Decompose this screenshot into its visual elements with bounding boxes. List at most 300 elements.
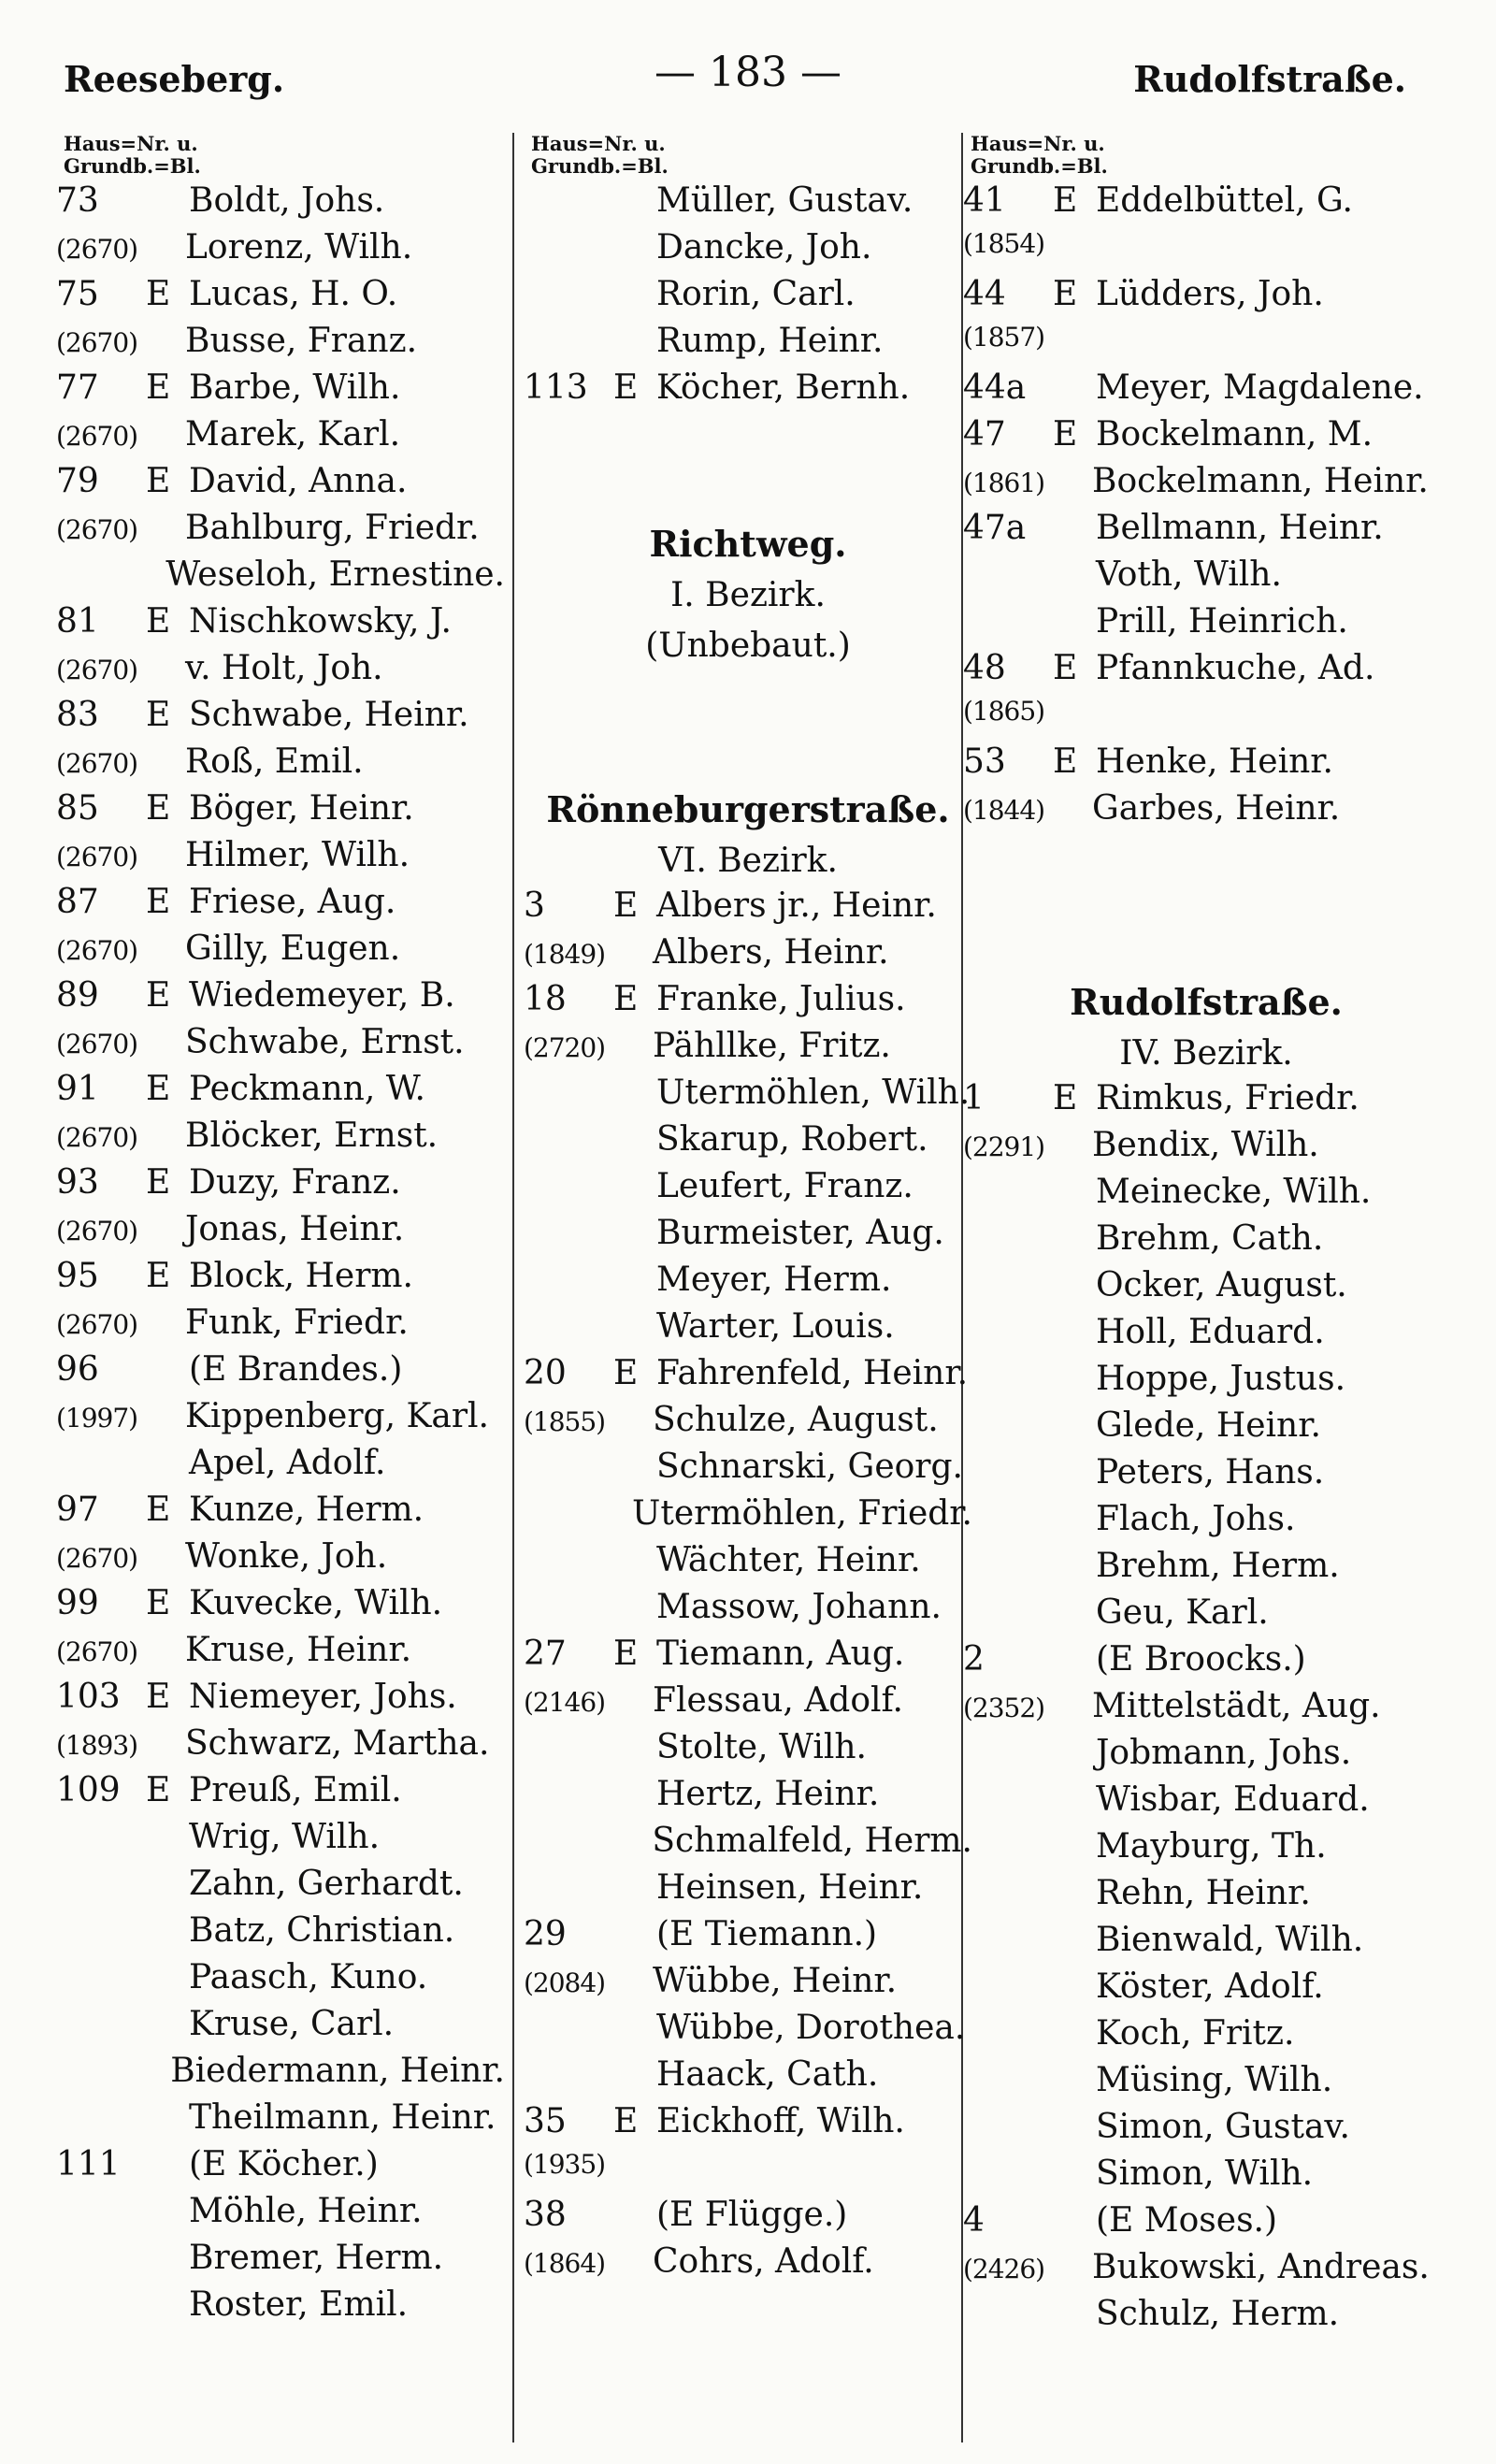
resident-name: (E Moses.) [1096, 2201, 1278, 2240]
column-divider [512, 133, 514, 2442]
house-number: 4 [963, 2201, 985, 2240]
directory-entry [524, 1915, 972, 1962]
resident-name: Wisbar, Eduard. [1096, 1780, 1370, 1819]
grundbuch-number: (2291) [963, 1131, 1045, 1162]
directory-entry [963, 2295, 1449, 2342]
owner-marker: E [613, 1635, 639, 1673]
resident-name: Voth, Wilh. [1096, 555, 1282, 594]
directory-entry [56, 2098, 505, 2145]
directory-entry [524, 2102, 972, 2149]
owner-marker: E [613, 1354, 639, 1392]
owner-marker: E [1053, 275, 1078, 313]
grundbuch-number: (2670) [56, 935, 138, 966]
directory-entry [56, 976, 505, 1023]
house-number: 95 [56, 1257, 99, 1295]
owner-marker: E [146, 883, 171, 921]
directory-entry [524, 1588, 972, 1635]
resident-name: Schnarski, Georg. [656, 1448, 963, 1486]
directory-entry [56, 509, 505, 555]
directory-entry [56, 1771, 505, 1818]
directory-entry [524, 1494, 972, 1541]
directory-entry [524, 1868, 972, 1915]
resident-name: David, Anna. [189, 462, 408, 500]
district-label: IV. Bezirk. [1119, 1034, 1293, 1073]
resident-name: Kruse, Carl. [189, 2005, 395, 2043]
directory-entry [56, 2145, 505, 2192]
directory-entry [56, 883, 505, 929]
directory-entry [524, 1962, 972, 2009]
resident-name: Wonke, Joh. [185, 1537, 388, 1576]
resident-name: (E Broocks.) [1096, 1640, 1306, 1679]
directory-entry [56, 1537, 505, 1584]
column-2 [524, 133, 972, 2289]
resident-name: Wübbe, Dorothea. [656, 2009, 966, 2047]
directory-entry [963, 509, 1449, 555]
resident-name: Lucas, H. O. [189, 275, 398, 313]
grundbuch-number: (1935) [524, 2149, 606, 2180]
street-heading: Rudolfstraße. [1070, 981, 1343, 1023]
grundbuch-number: (2670) [56, 1636, 138, 1667]
directory-entry [56, 2239, 505, 2285]
directory-entry [963, 1500, 1449, 1547]
directory-entry [524, 1167, 972, 1214]
directory-entry [524, 1261, 972, 1307]
resident-name: Möhle, Heinr. [189, 2192, 423, 2230]
resident-name: (E Brandes.) [189, 1350, 403, 1389]
resident-name: Fahrenfeld, Heinr. [656, 1354, 969, 1392]
directory-entry [56, 602, 505, 649]
house-number: 44a [963, 368, 1027, 407]
directory-entry [963, 368, 1449, 415]
resident-name: Tiemann, Aug. [656, 1635, 905, 1673]
directory-entry [963, 1360, 1449, 1406]
directory-entry [56, 1958, 505, 2005]
directory-entry [963, 181, 1449, 228]
directory-entry [963, 1126, 1449, 1173]
resident-name: Garbes, Heinr. [1092, 789, 1341, 828]
directory-entry [524, 1073, 972, 1120]
grundbuch-number: (2146) [524, 1687, 606, 1718]
grundbuch-number: (1849) [524, 939, 606, 970]
grundbuch-number: (1854) [963, 228, 1045, 259]
column-1 [56, 133, 505, 2332]
running-head-right: Rudolfstraße. [1133, 58, 1406, 100]
resident-name: Weseloh, Ernestine. [165, 555, 505, 594]
directory-entry [524, 2196, 972, 2242]
column-header: Haus=Nr. u. Grundb.=Bl. [531, 132, 669, 178]
grundbuch-number: (2720) [524, 1032, 606, 1063]
owner-marker: E [613, 980, 639, 1018]
house-number: 87 [56, 883, 99, 921]
directory-entry [963, 1687, 1449, 1734]
directory-entry [56, 1163, 505, 1210]
directory-entry [56, 555, 505, 602]
resident-name: Roß, Emil. [185, 742, 364, 781]
running-head-left: Reeseberg. [64, 58, 285, 100]
grundbuch-number: (2670) [56, 1309, 138, 1340]
house-number: 73 [56, 181, 99, 220]
directory-entry [963, 2061, 1449, 2108]
resident-name: Boldt, Johs. [189, 181, 385, 220]
house-number: 1 [963, 1079, 985, 1117]
directory-entry [56, 1678, 505, 1724]
resident-name: Wächter, Heinr. [656, 1541, 921, 1579]
directory-entry [524, 1635, 972, 1681]
resident-name: Köster, Adolf. [1096, 1967, 1324, 2006]
resident-name: Henke, Heinr. [1096, 742, 1333, 781]
directory-entry [56, 1397, 505, 1444]
resident-name: Block, Herm. [189, 1257, 413, 1295]
directory-entry [56, 1117, 505, 1163]
house-number: 109 [56, 1771, 121, 1809]
resident-name: Brehm, Herm. [1096, 1547, 1340, 1585]
directory-entry [56, 1818, 505, 1865]
grundbuch-number: (2670) [56, 1543, 138, 1574]
resident-name: Flach, Johs. [1096, 1500, 1296, 1538]
resident-name: Cohrs, Adolf. [653, 2242, 874, 2281]
directory-entry [963, 555, 1449, 602]
grundbuch-number: (1865) [963, 696, 1045, 727]
directory-entry [56, 2285, 505, 2332]
resident-name: Albers, Heinr. [653, 933, 889, 972]
resident-name: Nischkowsky, J. [189, 602, 452, 641]
directory-entry [524, 1214, 972, 1261]
directory-entry [56, 1911, 505, 1958]
grundbuch-number: (2670) [56, 748, 138, 779]
directory-entry [524, 1728, 972, 1775]
entry-list [963, 181, 1449, 836]
directory-entry [56, 649, 505, 696]
resident-name: Hertz, Heinr. [656, 1775, 880, 1813]
directory-entry [56, 1304, 505, 1350]
resident-name: Kippenberg, Karl. [185, 1397, 490, 1435]
resident-name: Dancke, Joh. [656, 228, 872, 267]
entry-list [524, 181, 972, 415]
directory-entry [963, 1547, 1449, 1593]
grundbuch-number: (1861) [963, 468, 1045, 498]
owner-marker: E [613, 368, 639, 407]
directory-entry [963, 1874, 1449, 1921]
directory-entry [524, 1775, 972, 1822]
resident-name: Utermöhlen, Friedr. [632, 1494, 972, 1533]
directory-entry [524, 368, 972, 415]
directory-entry [963, 2108, 1449, 2154]
grundbuch-number: (2670) [56, 514, 138, 545]
directory-entry [524, 2242, 972, 2289]
directory-entry [963, 696, 1449, 742]
resident-name: Theilmann, Heinr. [189, 2098, 496, 2137]
directory-entry [56, 1865, 505, 1911]
directory-entry [56, 789, 505, 836]
resident-name: Bremer, Herm. [189, 2239, 444, 2277]
owner-marker: E [1053, 742, 1078, 781]
grundbuch-number: (1864) [524, 2248, 606, 2279]
directory-entry [56, 2005, 505, 2052]
resident-name: Koch, Fritz. [1096, 2014, 1295, 2053]
directory-entry [56, 181, 505, 228]
resident-name: Zahn, Gerhardt. [189, 1865, 464, 1903]
grundbuch-number: (2670) [56, 234, 138, 265]
resident-name: Barbe, Wilh. [189, 368, 401, 407]
directory-entry [963, 1593, 1449, 1640]
entry-list [524, 886, 972, 2289]
resident-name: Peters, Hans. [1096, 1453, 1325, 1491]
resident-name: Rump, Heinr. [656, 322, 884, 360]
resident-name: Ocker, August. [1096, 1266, 1347, 1304]
directory-entry [524, 1354, 972, 1401]
street-heading: Rönneburgerstraße. [546, 788, 950, 830]
directory-entry [524, 1541, 972, 1588]
resident-name: Bellmann, Heinr. [1096, 509, 1384, 547]
directory-entry [963, 1827, 1449, 1874]
directory-entry [963, 742, 1449, 789]
directory-entry [963, 2014, 1449, 2061]
house-number: 89 [56, 976, 99, 1015]
directory-entry [56, 2052, 505, 2098]
street-heading: Richtweg. [649, 523, 847, 565]
house-number: 79 [56, 462, 99, 500]
resident-name: Bockelmann, Heinr. [1092, 462, 1429, 500]
resident-name: Bockelmann, M. [1096, 415, 1374, 454]
directory-entry [56, 2192, 505, 2239]
directory-entry [56, 1724, 505, 1771]
grundbuch-number: (2670) [56, 1122, 138, 1153]
directory-entry [963, 602, 1449, 649]
resident-name: Skarup, Robert. [656, 1120, 928, 1159]
resident-name: Biedermann, Heinr. [170, 2052, 505, 2090]
resident-name: Rimkus, Friedr. [1096, 1079, 1359, 1117]
house-number: 83 [56, 696, 99, 734]
house-number: 77 [56, 368, 99, 407]
directory-entry [963, 1780, 1449, 1827]
resident-name: Duzy, Franz. [189, 1163, 401, 1202]
directory-entry [524, 1307, 972, 1354]
resident-name: Bukowski, Andreas. [1092, 2248, 1430, 2286]
resident-name: Busse, Franz. [185, 322, 418, 360]
house-number: 85 [56, 789, 99, 828]
owner-marker: E [1053, 415, 1078, 454]
owner-marker: E [146, 976, 171, 1015]
resident-name: Hoppe, Justus. [1096, 1360, 1346, 1398]
resident-name: Prill, Heinrich. [1096, 602, 1348, 641]
resident-name: Schulz, Herm. [1096, 2295, 1340, 2333]
house-number: 81 [56, 602, 99, 641]
directory-entry [524, 2055, 972, 2102]
district-label: I. Bezirk. [670, 576, 826, 614]
directory-entry [524, 1401, 972, 1448]
directory-entry [963, 1313, 1449, 1360]
owner-marker: E [146, 1491, 171, 1529]
directory-entry [963, 322, 1449, 368]
directory-entry [524, 1120, 972, 1167]
resident-name: Lüdders, Joh. [1096, 275, 1324, 313]
resident-name: Roster, Emil. [189, 2285, 409, 2324]
house-number: 103 [56, 1678, 121, 1716]
owner-marker: E [1053, 1079, 1078, 1117]
owner-marker: E [146, 462, 171, 500]
resident-name: Schwarz, Martha. [185, 1724, 490, 1763]
resident-name: Funk, Friedr. [185, 1304, 409, 1342]
resident-name: Glede, Heinr. [1096, 1406, 1321, 1445]
directory-entry [963, 789, 1449, 836]
resident-name: Meinecke, Wilh. [1096, 1173, 1372, 1211]
directory-entry [524, 275, 972, 322]
resident-name: Warter, Louis. [656, 1307, 895, 1346]
directory-entry [524, 886, 972, 933]
directory-entry [963, 228, 1449, 275]
resident-name: Wübbe, Heinr. [653, 1962, 898, 2000]
grundbuch-number: (2352) [963, 1693, 1045, 1723]
house-number: 53 [963, 742, 1006, 781]
resident-name: Utermöhlen, Wilh. [656, 1073, 971, 1112]
resident-name: Schwabe, Ernst. [185, 1023, 465, 1061]
resident-name: Preuß, Emil. [189, 1771, 402, 1809]
resident-name: Böger, Heinr. [189, 789, 414, 828]
directory-entry [963, 1173, 1449, 1219]
owner-marker: E [146, 1584, 171, 1622]
owner-marker: E [146, 696, 171, 734]
grundbuch-number: (1997) [56, 1403, 138, 1434]
house-number: 3 [524, 886, 545, 925]
directory-entry [963, 2154, 1449, 2201]
resident-name: Marek, Karl. [185, 415, 401, 454]
column-header: Haus=Nr. u. Grundb.=Bl. [64, 132, 201, 178]
resident-name: Kuvecke, Wilh. [189, 1584, 443, 1622]
resident-name: Müsing, Wilh. [1096, 2061, 1333, 2099]
owner-marker: E [146, 789, 171, 828]
resident-name: Blöcker, Ernst. [185, 1117, 439, 1155]
directory-entry [963, 2248, 1449, 2295]
owner-marker: E [146, 602, 171, 641]
resident-name: Schmalfeld, Herm. [652, 1822, 972, 1860]
grundbuch-number: (1855) [524, 1406, 606, 1437]
directory-entry [524, 2009, 972, 2055]
grundbuch-number: (2084) [524, 1967, 606, 1998]
directory-entry [56, 1070, 505, 1117]
owner-marker: E [146, 1257, 171, 1295]
grundbuch-number: (2670) [56, 655, 138, 685]
house-number: 38 [524, 2196, 567, 2234]
directory-entry [56, 1023, 505, 1070]
grundbuch-number: (2670) [56, 1029, 138, 1059]
directory-entry [56, 275, 505, 322]
resident-name: (E Flügge.) [656, 2196, 848, 2234]
directory-entry [524, 1822, 972, 1868]
house-number: 44 [963, 275, 1006, 313]
directory-entry [963, 2201, 1449, 2248]
resident-name: (E Köcher.) [189, 2145, 379, 2183]
column-3 [963, 133, 1449, 2342]
resident-name: Mayburg, Th. [1096, 1827, 1327, 1866]
note-unbebaut: (Unbebaut.) [645, 627, 851, 665]
resident-name: Simon, Wilh. [1096, 2154, 1314, 2193]
owner-marker: E [613, 2102, 639, 2140]
resident-name: Heinsen, Heinr. [656, 1868, 924, 1907]
directory-entry [56, 368, 505, 415]
resident-name: Meyer, Magdalene. [1096, 368, 1424, 407]
house-number: 48 [963, 649, 1006, 687]
grundbuch-number: (2670) [56, 842, 138, 872]
house-number: 113 [524, 368, 588, 407]
owner-marker: E [146, 1070, 171, 1108]
resident-name: Flessau, Adolf. [653, 1681, 903, 1720]
directory-entry [963, 1266, 1449, 1313]
column-header: Haus=Nr. u. Grundb.=Bl. [971, 132, 1108, 178]
resident-name: Batz, Christian. [189, 1911, 455, 1950]
resident-name: Bienwald, Wilh. [1096, 1921, 1364, 1959]
directory-entry [963, 1079, 1449, 1126]
directory-entry [56, 929, 505, 976]
resident-name: Köcher, Bernh. [656, 368, 911, 407]
resident-name: Niemeyer, Johs. [189, 1678, 457, 1716]
resident-name: Hilmer, Wilh. [185, 836, 410, 874]
directory-entry [56, 1210, 505, 1257]
house-number: 41 [963, 181, 1006, 220]
resident-name: Wiedemeyer, B. [189, 976, 455, 1015]
directory-entry [963, 1219, 1449, 1266]
owner-marker: E [613, 886, 639, 925]
grundbuch-number: (1844) [963, 795, 1045, 826]
directory-entry [524, 1027, 972, 1073]
house-number: 99 [56, 1584, 99, 1622]
resident-name: Eickhoff, Wilh. [656, 2102, 905, 2140]
grundbuch-number: (1857) [963, 322, 1045, 353]
owner-marker: E [146, 368, 171, 407]
directory-entry [56, 462, 505, 509]
directory-entry [963, 1967, 1449, 2014]
owner-marker: E [146, 1163, 171, 1202]
resident-name: v. Holt, Joh. [185, 649, 383, 687]
directory-entry [56, 228, 505, 275]
directory-entry [963, 1453, 1449, 1500]
resident-name: Leufert, Franz. [656, 1167, 913, 1205]
grundbuch-number: (2670) [56, 327, 138, 358]
resident-name: Schulze, August. [653, 1401, 939, 1439]
owner-marker: E [1053, 649, 1078, 687]
directory-entry [56, 1584, 505, 1631]
directory-entry [56, 1350, 505, 1397]
resident-name: Wrig, Wilh. [189, 1818, 381, 1856]
resident-name: (E Tiemann.) [656, 1915, 878, 1953]
resident-name: Simon, Gustav. [1096, 2108, 1350, 2146]
resident-name: Haack, Cath. [656, 2055, 879, 2094]
directory-entry [963, 462, 1449, 509]
house-number: 75 [56, 275, 99, 313]
house-number: 29 [524, 1915, 567, 1953]
directory-entry [56, 696, 505, 742]
resident-name: Meyer, Herm. [656, 1261, 892, 1299]
resident-name: Schwabe, Heinr. [189, 696, 469, 734]
owner-marker: E [146, 1771, 171, 1809]
resident-name: Pähllke, Fritz. [653, 1027, 891, 1065]
resident-name: Brehm, Cath. [1096, 1219, 1324, 1258]
directory-entry [56, 742, 505, 789]
resident-name: Apel, Adolf. [189, 1444, 386, 1482]
district-label: VI. Bezirk. [658, 842, 838, 880]
resident-name: Gilly, Eugen. [185, 929, 401, 968]
resident-name: Eddelbüttel, G. [1096, 181, 1353, 220]
directory-entry [524, 322, 972, 368]
directory-entry [524, 2149, 972, 2196]
resident-name: Rorin, Carl. [656, 275, 856, 313]
directory-entry [524, 1681, 972, 1728]
directory-entry [56, 1491, 505, 1537]
resident-name: Rehn, Heinr. [1096, 1874, 1311, 1912]
resident-name: Burmeister, Aug. [656, 1214, 944, 1252]
grundbuch-number: (1893) [56, 1730, 138, 1761]
resident-name: Lorenz, Wilh. [185, 228, 413, 267]
resident-name: Bahlburg, Friedr. [185, 509, 480, 547]
